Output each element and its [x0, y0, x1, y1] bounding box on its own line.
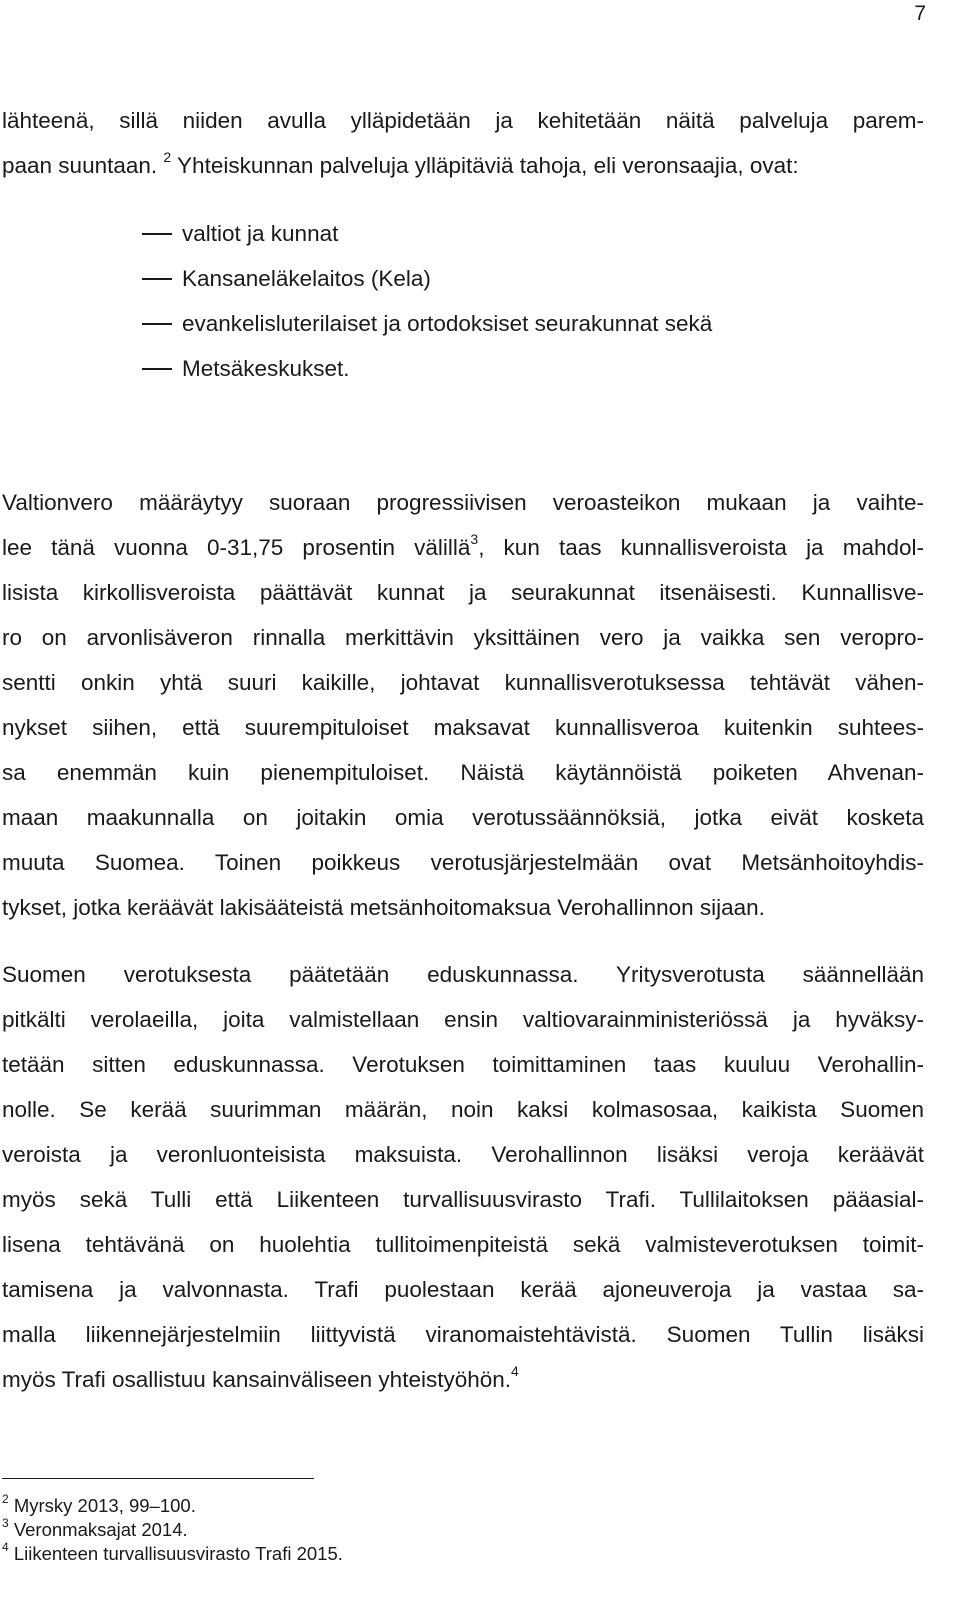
footnote-text: Veronmaksajat 2014. [13, 1519, 188, 1540]
intro-line-2-end: Yhteiskunnan palveluja ylläpitäviä tahoja, eli veronsaajia, ovat: [171, 153, 799, 178]
para2-line: malla liikennejärjestelmiin liittyvistä viranomaistehtävistä. Suomen Tullin lisäksi [2, 1322, 924, 1347]
page-number: 7 [914, 2, 926, 25]
para1-line: tykset, jotka keräävät lakisääteistä metsänhoitomaksua Verohallinnon sijaan. [2, 895, 765, 920]
para2-line: lisena tehtävänä on huolehtia tullitoimenpiteistä sekä valmisteverotuksen toimit- [2, 1232, 924, 1257]
footnote [2, 1494, 196, 1518]
intro-line-2 [2, 151, 924, 181]
para1-line: sa enemmän kuin pienempituloiset. Näistä käytännöistä poiketen Ahvenan- [2, 760, 924, 785]
bullet-text: Kansaneläkelaitos (Kela) [182, 266, 431, 291]
para2-line: veroista ja veronluonteisista maksuista. Verohallinnon lisäksi veroja keräävät [2, 1142, 924, 1167]
para2-line [2, 1365, 924, 1395]
dash-bullet-icon [142, 233, 172, 235]
footnote-ref-4: 4 [511, 1363, 519, 1379]
para1-line-2-start: lee tänä vuonna 0-31,75 prosentin välillä [2, 535, 471, 560]
footnote-ref-3: 3 [470, 531, 479, 547]
para1-line: muuta Suomea. Toinen poikkeus verotusjärjestelmään ovat Metsänhoitoyhdis- [2, 850, 924, 875]
footnote-ref-2: 2 [163, 149, 172, 165]
para2-line: tetään sitten eduskunnassa. Verotuksen toimittaminen taas kuuluu Verohallin- [2, 1052, 924, 1077]
intro-line-2-start: paan suuntaan. [2, 153, 158, 178]
bullet-item [142, 219, 338, 249]
footnote [2, 1518, 188, 1542]
bullet-text: evankelisluterilaiset ja ortodoksiset seurakunnat sekä [182, 311, 713, 336]
bullet-item [142, 264, 431, 294]
para1-line: sentti onkin yhtä suuri kaikille, johtavat kunnallisverotuksessa tehtävät vähen- [2, 670, 924, 695]
footnote-separator [2, 1478, 314, 1479]
para2-line: pitkälti verolaeilla, joita valmistellaan ensin valtiovarainministeriössä ja hyväksy- [2, 1007, 924, 1032]
footnote-text: Liikenteen turvallisuusvirasto Trafi 2015. [13, 1543, 343, 1564]
bullet-item [142, 309, 712, 339]
para2-line: nolle. Se kerää suurimman määrän, noin kaksi kolmasosaa, kaikista Suomen [2, 1097, 924, 1122]
para1-line-2-end: , kun taas kunnallisveroista ja mahdol- [478, 535, 924, 560]
footnote [2, 1542, 343, 1566]
bullet-text: Metsäkeskukset. [182, 356, 350, 381]
footnote-number: 3 [2, 1516, 9, 1530]
dash-bullet-icon [142, 278, 172, 280]
bullet-text: valtiot ja kunnat [182, 221, 339, 246]
bullet-item [142, 354, 350, 384]
footnote-text: Myrsky 2013, 99–100. [13, 1495, 196, 1516]
para1-line [2, 533, 924, 563]
footnote-number: 2 [2, 1492, 9, 1506]
dash-bullet-icon [142, 368, 172, 370]
intro-line-1: lähteenä, sillä niiden avulla ylläpidetään ja kehitetään näitä palveluja parem- [2, 108, 924, 133]
para1-line: maan maakunnalla on joitakin omia verotussäännöksiä, jotka eivät kosketa [2, 805, 924, 830]
para2-last-text: myös Trafi osallistuu kansainväliseen yhteistyöhön. [2, 1367, 512, 1392]
dash-bullet-icon [142, 323, 172, 325]
para2-line: myös sekä Tulli että Liikenteen turvallisuusvirasto Trafi. Tullilaitoksen pääasial- [2, 1187, 924, 1212]
para1-line: lisista kirkollisveroista päättävät kunnat ja seurakunnat itsenäisesti. Kunnallisve- [2, 580, 924, 605]
para1-line: nykset siihen, että suurempituloiset maksavat kunnallisveroa kuitenkin suhtees- [2, 715, 924, 740]
para2-line: tamisena ja valvonnasta. Trafi puolestaan kerää ajoneuveroja ja vastaa sa- [2, 1277, 924, 1302]
para1-line: ro on arvonlisäveron rinnalla merkittävin yksittäinen vero ja vaikka sen veropro- [2, 625, 924, 650]
para1-line: Valtionvero määräytyy suoraan progressiivisen veroasteikon mukaan ja vaihte- [2, 490, 924, 515]
para2-line: Suomen verotuksesta päätetään eduskunnassa. Yritysverotusta säännellään [2, 962, 924, 987]
footnote-number: 4 [2, 1540, 9, 1554]
